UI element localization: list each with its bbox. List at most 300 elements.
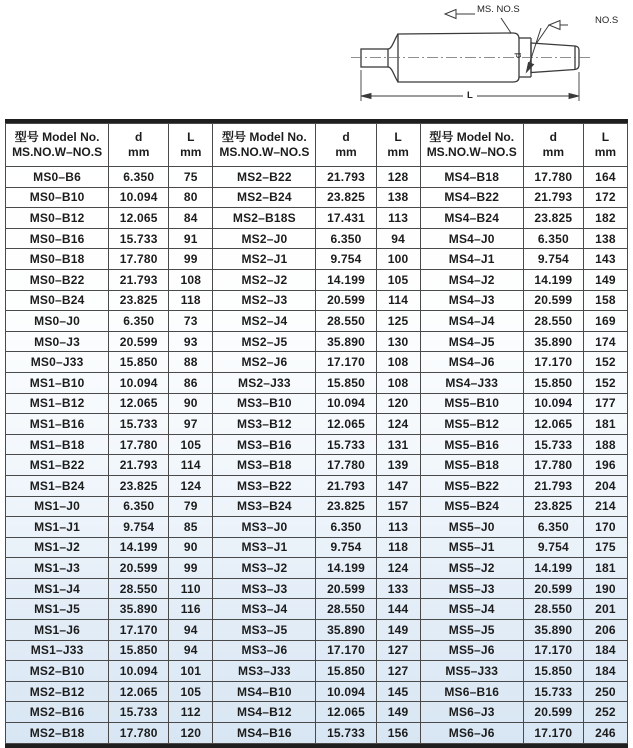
model-cell: MS5–B16	[420, 434, 523, 455]
d-cell: 28.550	[316, 599, 376, 620]
table-row	[6, 414, 628, 435]
model-cell: MS2–B12	[6, 681, 109, 702]
l-cell: 143	[583, 249, 627, 270]
header-l-1: L mm	[169, 124, 213, 167]
model-cell: MS6–B16	[420, 681, 523, 702]
table-row	[6, 640, 628, 661]
header-model-1: 型号 Model No. MS.NO.W–NO.S	[6, 124, 109, 167]
d-cell: 20.599	[523, 578, 583, 599]
d-cell: 10.094	[523, 393, 583, 414]
label-diameter: d	[513, 52, 524, 58]
d-cell: 15.850	[109, 640, 169, 661]
model-cell: MS1–J0	[6, 496, 109, 517]
l-cell: 204	[583, 475, 627, 496]
l-cell: 93	[169, 331, 213, 352]
l-cell: 133	[376, 578, 420, 599]
l-cell: 145	[376, 681, 420, 702]
model-cell: MS5–B18	[420, 455, 523, 476]
l-cell: 113	[376, 208, 420, 229]
table-row	[6, 537, 628, 558]
model-cell: MS0–B18	[6, 249, 109, 270]
d-cell: 20.599	[109, 558, 169, 579]
table-row	[6, 599, 628, 620]
model-cell: MS0–J3	[6, 331, 109, 352]
d-cell: 14.199	[523, 558, 583, 579]
l-cell: 144	[376, 599, 420, 620]
spec-table	[5, 123, 628, 744]
model-cell: MS5–B22	[420, 475, 523, 496]
model-cell: MS1–J4	[6, 578, 109, 599]
model-cell: MS4–J3	[420, 290, 523, 311]
d-cell: 6.350	[316, 517, 376, 538]
model-cell: MS2–J2	[213, 269, 316, 290]
arrow-short-taper	[549, 21, 560, 30]
model-cell: MS2–J3	[213, 290, 316, 311]
l-cell: 127	[376, 640, 420, 661]
model-cell: MS3–J33	[213, 661, 316, 682]
table-row	[6, 269, 628, 290]
spec-table-container	[5, 119, 628, 748]
model-cell: MS6–J3	[420, 702, 523, 723]
model-cell: MS1–J2	[6, 537, 109, 558]
d-cell: 17.780	[523, 455, 583, 476]
d-cell: 21.793	[523, 187, 583, 208]
d-cell: 15.850	[523, 661, 583, 682]
flare-bottom	[388, 67, 398, 82]
d-cell: 23.825	[316, 187, 376, 208]
l-cell: 130	[376, 331, 420, 352]
d-cell: 17.170	[316, 640, 376, 661]
l-cell: 128	[376, 167, 420, 188]
leader-short-taper	[536, 25, 549, 44]
l-cell: 149	[583, 269, 627, 290]
l-cell: 97	[169, 414, 213, 435]
d-cell: 12.065	[316, 414, 376, 435]
model-cell: MS2–J4	[213, 311, 316, 332]
l-cell: 131	[376, 434, 420, 455]
d-cell: 12.065	[316, 702, 376, 723]
model-cell: MS5–B12	[420, 414, 523, 435]
l-cell: 174	[583, 331, 627, 352]
model-cell: MS4–J6	[420, 352, 523, 373]
l-cell: 105	[376, 269, 420, 290]
d-cell: 17.431	[316, 208, 376, 229]
l-cell: 188	[583, 434, 627, 455]
model-cell: MS4–J1	[420, 249, 523, 270]
d-cell: 14.199	[523, 269, 583, 290]
header-d-2: d mm	[316, 124, 376, 167]
l-cell: 110	[169, 578, 213, 599]
label-ms-taper: MS. NO.S	[477, 4, 520, 15]
model-cell: MS6–J6	[420, 723, 523, 744]
table-row	[6, 167, 628, 188]
l-cell: 182	[583, 208, 627, 229]
model-cell: MS4–J5	[420, 331, 523, 352]
d-cell: 28.550	[109, 578, 169, 599]
header-l-3: L mm	[583, 124, 627, 167]
model-cell: MS2–B24	[213, 187, 316, 208]
l-cell: 112	[169, 702, 213, 723]
arrowhead-d	[527, 63, 534, 73]
model-cell: MS3–J5	[213, 620, 316, 641]
model-cell: MS1–J33	[6, 640, 109, 661]
model-cell: MS5–J1	[420, 537, 523, 558]
d-cell: 35.890	[523, 620, 583, 641]
header-l-2: L mm	[376, 124, 420, 167]
table-row	[6, 372, 628, 393]
d-cell: 17.170	[109, 620, 169, 641]
d-cell: 12.065	[523, 414, 583, 435]
model-cell: MS1–B12	[6, 393, 109, 414]
l-cell: 252	[583, 702, 627, 723]
spec-table-head	[6, 124, 628, 167]
model-cell: MS3–B10	[213, 393, 316, 414]
l-cell: 85	[169, 517, 213, 538]
table-row	[6, 702, 628, 723]
d-cell: 35.890	[523, 331, 583, 352]
d-cell: 21.793	[316, 475, 376, 496]
l-cell: 108	[376, 352, 420, 373]
model-cell: MS2–B18	[6, 723, 109, 744]
l-cell: 124	[169, 475, 213, 496]
model-cell: MS1–J3	[6, 558, 109, 579]
model-cell: MS4–B18	[420, 167, 523, 188]
d-cell: 21.793	[109, 269, 169, 290]
model-cell: MS5–B10	[420, 393, 523, 414]
l-cell: 158	[583, 290, 627, 311]
l-cell: 101	[169, 661, 213, 682]
l-cell: 152	[583, 352, 627, 373]
table-row	[6, 723, 628, 744]
table-row	[6, 331, 628, 352]
d-cell: 28.550	[523, 311, 583, 332]
model-cell: MS3–J1	[213, 537, 316, 558]
table-row	[6, 393, 628, 414]
header-model-2: 型号 Model No. MS.NO.W–NO.S	[213, 124, 316, 167]
model-cell: MS4–B16	[213, 723, 316, 744]
d-cell: 10.094	[109, 372, 169, 393]
model-cell: MS4–J0	[420, 228, 523, 249]
d-cell: 15.850	[523, 372, 583, 393]
model-cell: MS3–B18	[213, 455, 316, 476]
l-cell: 214	[583, 496, 627, 517]
model-cell: MS0–J0	[6, 311, 109, 332]
l-cell: 170	[583, 517, 627, 538]
d-cell: 15.733	[316, 434, 376, 455]
table-row	[6, 311, 628, 332]
l-cell: 181	[583, 558, 627, 579]
l-cell: 90	[169, 393, 213, 414]
model-cell: MS2–J1	[213, 249, 316, 270]
d-cell: 20.599	[523, 290, 583, 311]
d-cell: 23.825	[523, 208, 583, 229]
d-cell: 21.793	[109, 455, 169, 476]
d-cell: 9.754	[523, 537, 583, 558]
table-row	[6, 208, 628, 229]
l-cell: 181	[583, 414, 627, 435]
d-cell: 15.733	[523, 681, 583, 702]
l-cell: 177	[583, 393, 627, 414]
l-cell: 164	[583, 167, 627, 188]
l-cell: 99	[169, 249, 213, 270]
model-cell: MS5–B24	[420, 496, 523, 517]
l-cell: 86	[169, 372, 213, 393]
d-cell: 6.350	[523, 517, 583, 538]
table-row	[6, 434, 628, 455]
model-cell: MS1–B16	[6, 414, 109, 435]
l-cell: 139	[376, 455, 420, 476]
model-cell: MS3–B16	[213, 434, 316, 455]
model-cell: MS5–J5	[420, 620, 523, 641]
l-cell: 73	[169, 311, 213, 332]
model-cell: MS2–J33	[213, 372, 316, 393]
table-row	[6, 578, 628, 599]
model-cell: MS1–B24	[6, 475, 109, 496]
table-row	[6, 620, 628, 641]
table-row	[6, 352, 628, 373]
model-cell: MS0–B16	[6, 228, 109, 249]
d-cell: 14.199	[109, 537, 169, 558]
d-cell: 9.754	[316, 249, 376, 270]
d-cell: 10.094	[316, 393, 376, 414]
l-cell: 190	[583, 578, 627, 599]
d-cell: 15.733	[109, 702, 169, 723]
d-cell: 23.825	[109, 475, 169, 496]
d-cell: 28.550	[523, 599, 583, 620]
model-cell: MS4–J33	[420, 372, 523, 393]
d-cell: 28.550	[316, 311, 376, 332]
tang-outline	[361, 49, 388, 67]
arbor-drawing	[295, 0, 631, 116]
model-cell: MS1–J6	[6, 620, 109, 641]
l-cell: 127	[376, 661, 420, 682]
d-cell: 23.825	[523, 496, 583, 517]
d-cell: 23.825	[316, 496, 376, 517]
d-cell: 15.850	[316, 661, 376, 682]
table-row	[6, 681, 628, 702]
model-cell: MS3–B12	[213, 414, 316, 435]
flare-top	[388, 34, 398, 49]
model-cell: MS3–B22	[213, 475, 316, 496]
model-cell: MS1–J5	[6, 599, 109, 620]
d-cell: 14.199	[316, 558, 376, 579]
model-cell: MS5–J6	[420, 640, 523, 661]
model-cell: MS0–J33	[6, 352, 109, 373]
l-cell: 120	[169, 723, 213, 744]
model-cell: MS4–J2	[420, 269, 523, 290]
model-cell: MS4–B22	[420, 187, 523, 208]
model-cell: MS4–J4	[420, 311, 523, 332]
d-cell: 21.793	[316, 167, 376, 188]
d-cell: 17.170	[523, 640, 583, 661]
d-cell: 15.733	[109, 414, 169, 435]
d-cell: 6.350	[109, 311, 169, 332]
d-cell: 35.890	[109, 599, 169, 620]
l-cell: 118	[376, 537, 420, 558]
l-cell: 157	[376, 496, 420, 517]
l-cell: 250	[583, 681, 627, 702]
model-cell: MS2–J6	[213, 352, 316, 373]
l-cell: 169	[583, 311, 627, 332]
d-cell: 17.170	[523, 352, 583, 373]
table-row	[6, 228, 628, 249]
model-cell: MS0–B6	[6, 167, 109, 188]
label-length: L	[467, 90, 473, 101]
d-cell: 35.890	[316, 620, 376, 641]
model-cell: MS0–B24	[6, 290, 109, 311]
l-cell: 99	[169, 558, 213, 579]
model-cell: MS1–B22	[6, 455, 109, 476]
model-cell: MS2–B18S	[213, 208, 316, 229]
table-row	[6, 517, 628, 538]
l-cell: 147	[376, 475, 420, 496]
l-cell: 152	[583, 372, 627, 393]
d-cell: 15.850	[109, 352, 169, 373]
d-cell: 10.094	[316, 681, 376, 702]
d-cell: 15.733	[523, 434, 583, 455]
l-cell: 138	[583, 228, 627, 249]
l-cell: 175	[583, 537, 627, 558]
table-row	[6, 187, 628, 208]
model-cell: MS5–J0	[420, 517, 523, 538]
l-cell: 88	[169, 352, 213, 373]
d-cell: 10.094	[109, 661, 169, 682]
d-cell: 20.599	[109, 331, 169, 352]
l-cell: 149	[376, 620, 420, 641]
l-cell: 84	[169, 208, 213, 229]
l-cell: 172	[583, 187, 627, 208]
model-cell: MS5–J33	[420, 661, 523, 682]
model-cell: MS2–J0	[213, 228, 316, 249]
d-cell: 17.780	[109, 434, 169, 455]
d-cell: 6.350	[523, 228, 583, 249]
model-cell: MS2–B22	[213, 167, 316, 188]
model-cell: MS4–B10	[213, 681, 316, 702]
d-cell: 9.754	[109, 517, 169, 538]
d-cell: 20.599	[316, 290, 376, 311]
l-cell: 149	[376, 702, 420, 723]
table-row	[6, 558, 628, 579]
arrowhead-l-left	[361, 94, 371, 99]
l-cell: 113	[376, 517, 420, 538]
model-cell: MS0–B12	[6, 208, 109, 229]
model-cell: MS3–J0	[213, 517, 316, 538]
model-cell: MS5–J3	[420, 578, 523, 599]
model-cell: MS1–B18	[6, 434, 109, 455]
l-cell: 118	[169, 290, 213, 311]
l-cell: 124	[376, 558, 420, 579]
d-cell: 6.350	[109, 167, 169, 188]
table-row	[6, 475, 628, 496]
table-row	[6, 455, 628, 476]
technical-diagram	[295, 0, 631, 116]
d-cell: 12.065	[109, 393, 169, 414]
l-cell: 184	[583, 661, 627, 682]
model-cell: MS3–J2	[213, 558, 316, 579]
model-cell: MS1–B10	[6, 372, 109, 393]
d-cell: 15.850	[316, 372, 376, 393]
d-cell: 9.754	[316, 537, 376, 558]
d-cell: 14.199	[316, 269, 376, 290]
model-cell: MS3–B24	[213, 496, 316, 517]
d-cell: 10.094	[109, 187, 169, 208]
l-cell: 90	[169, 537, 213, 558]
l-cell: 100	[376, 249, 420, 270]
l-cell: 156	[376, 723, 420, 744]
l-cell: 94	[376, 228, 420, 249]
l-cell: 124	[376, 414, 420, 435]
d-cell: 20.599	[523, 702, 583, 723]
table-row	[6, 496, 628, 517]
d-cell: 23.825	[109, 290, 169, 311]
l-cell: 79	[169, 496, 213, 517]
l-cell: 201	[583, 599, 627, 620]
model-cell: MS0–B10	[6, 187, 109, 208]
l-cell: 80	[169, 187, 213, 208]
model-cell: MS4–B24	[420, 208, 523, 229]
l-cell: 184	[583, 640, 627, 661]
table-row	[6, 290, 628, 311]
d-cell: 17.170	[316, 352, 376, 373]
leader-ms-taper	[501, 18, 511, 33]
l-cell: 206	[583, 620, 627, 641]
l-cell: 75	[169, 167, 213, 188]
d-cell: 6.350	[109, 496, 169, 517]
l-cell: 125	[376, 311, 420, 332]
d-cell: 15.733	[316, 723, 376, 744]
model-cell: MS2–J5	[213, 331, 316, 352]
d-cell: 9.754	[523, 249, 583, 270]
model-cell: MS3–J3	[213, 578, 316, 599]
model-cell: MS2–B10	[6, 661, 109, 682]
l-cell: 196	[583, 455, 627, 476]
spec-table-body	[6, 167, 628, 744]
model-cell: MS3–J6	[213, 640, 316, 661]
arrowhead-l-right	[569, 94, 579, 99]
l-cell: 94	[169, 620, 213, 641]
model-cell: MS1–J1	[6, 517, 109, 538]
model-cell: MS2–B16	[6, 702, 109, 723]
header-d-3: d mm	[523, 124, 583, 167]
l-cell: 108	[376, 372, 420, 393]
model-cell: MS3–J4	[213, 599, 316, 620]
arrow-ms-taper	[445, 10, 456, 19]
l-cell: 105	[169, 434, 213, 455]
l-cell: 105	[169, 681, 213, 702]
d-cell: 12.065	[109, 681, 169, 702]
d-cell: 20.599	[316, 578, 376, 599]
l-cell: 114	[376, 290, 420, 311]
d-cell: 35.890	[316, 331, 376, 352]
d-cell: 17.780	[316, 455, 376, 476]
l-cell: 138	[376, 187, 420, 208]
d-cell: 17.170	[523, 723, 583, 744]
model-cell: MS0–B22	[6, 269, 109, 290]
d-cell: 12.065	[109, 208, 169, 229]
l-cell: 116	[169, 599, 213, 620]
l-cell: 114	[169, 455, 213, 476]
d-cell: 6.350	[316, 228, 376, 249]
model-cell: MS5–J2	[420, 558, 523, 579]
header-model-3: 型号 Model No. MS.NO.W–NO.S	[420, 124, 523, 167]
header-row	[6, 124, 628, 167]
d-cell: 17.780	[109, 723, 169, 744]
label-short-taper: NO.S	[595, 15, 619, 26]
model-cell: MS5–J4	[420, 599, 523, 620]
l-cell: 94	[169, 640, 213, 661]
table-row	[6, 249, 628, 270]
l-cell: 246	[583, 723, 627, 744]
